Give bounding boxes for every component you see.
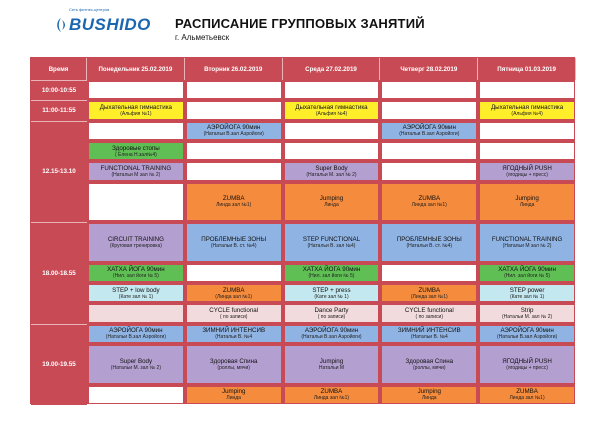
class-cell: CYCLE functional ( по записи): [186, 304, 282, 322]
class-cell: STEP FUNCTIONAL (Натальи В. зал №4): [284, 223, 380, 262]
page-title: РАСПИСАНИЕ ГРУППОВЫХ ЗАНЯТИЙ: [175, 16, 425, 31]
class-cell: Дыхательная гимнастика (Альфия №1): [88, 101, 184, 119]
header-friday: Пятница 01.03.2019: [478, 58, 576, 80]
header-tuesday: Вторник 26.02.2019: [185, 58, 283, 80]
class-cell: ZUMBA Линда зал №1): [381, 183, 477, 222]
class-cell: [381, 264, 477, 282]
time-slot: 10:00-10:55: [31, 80, 87, 100]
class-cell: [88, 122, 184, 140]
class-cell: STEP + press (Кате зал № 1): [284, 284, 380, 302]
class-cell: [88, 81, 184, 99]
class-cell: Dance Party ( по записи): [284, 304, 380, 322]
class-cell: АЭРОЙОГА 90мин (Натальи В.зал Аэройоги): [284, 325, 380, 343]
class-cell: Здоровая Спина (роллы, мячи): [186, 345, 282, 384]
class-cell: Здоровые стопы ( Елена Н.зал№4): [88, 142, 184, 160]
class-cell: Strip (Натальи М. зал № 2): [479, 304, 575, 322]
class-cell: ZUMBA Линда зал №1): [284, 386, 380, 404]
class-cell: [186, 142, 282, 160]
class-cell: FUNCTIONAL TRAINING (Натальи М зал № 2): [88, 162, 184, 180]
class-cell: [88, 183, 184, 222]
class-cell: Jumping Линда: [381, 386, 477, 404]
class-cell: [381, 142, 477, 160]
header-thursday: Четверг 28.02.2019: [380, 58, 478, 80]
time-slot: 19.00-19.55: [31, 324, 87, 405]
class-cell: [186, 264, 282, 282]
class-cell: ZUMBA (Линда зал №1): [381, 284, 477, 302]
brand-tagline: Сеть фитнес-центров: [69, 7, 110, 12]
class-cell: ПРОБЛЕМНЫЕ ЗОНЫ (Натальи В. ст. №4): [381, 223, 477, 262]
header-monday: Понедельник 25.02.2019: [87, 58, 185, 80]
class-cell: ЗИМНИЙ ИНТЕНСИВ (Натальи В. №4: [381, 325, 477, 343]
class-cell: [186, 81, 282, 99]
header-wednesday: Среда 27.02.2019: [283, 58, 381, 80]
time-slot: 18.00-18.55: [31, 222, 87, 324]
class-cell: [284, 122, 380, 140]
time-slot: 11:00-11:55: [31, 100, 87, 120]
class-cell: ХАТХА ЙОГА 90мин (Нил. зал йоги № 5): [88, 264, 184, 282]
page-subtitle: г. Альметьевск: [175, 33, 230, 42]
class-cell: АЭРОЙОГА 90мин (Натальи В.зал Аэройоги): [88, 325, 184, 343]
class-cell: [284, 81, 380, 99]
class-cell: STEP + low body (Кате зал № 1): [88, 284, 184, 302]
brand-logo: [52, 7, 162, 47]
class-cell: ПРОБЛЕМНЫЕ ЗОНЫ (Натальи В. ст. №4): [186, 223, 282, 262]
class-cell: Дыхательная гимнастика (Альфия №4): [479, 101, 575, 119]
class-cell: CIRCUIT TRAINING (Круговая тренировка): [88, 223, 184, 262]
class-cell: Jumping Линда: [479, 183, 575, 222]
class-cell: Super Body (Натальи М. зал № 2): [284, 162, 380, 180]
class-cell: [479, 122, 575, 140]
class-cell: [88, 386, 184, 404]
class-cell: АЭРОЙОГА 90мин (Натальи В.зал Аэройоги): [479, 325, 575, 343]
class-cell: Jumping Натальи М: [284, 345, 380, 384]
class-cell: [479, 142, 575, 160]
class-cell: ZUMBA Линда зал №1): [186, 183, 282, 222]
class-cell: Jumping Линда: [284, 183, 380, 222]
class-cell: [88, 304, 184, 322]
class-cell: STEP power (Кате зал № 1): [479, 284, 575, 302]
class-cell: ZUMBA Линда зал №1): [479, 386, 575, 404]
class-cell: [284, 142, 380, 160]
class-cell: [186, 101, 282, 119]
class-cell: [479, 81, 575, 99]
class-cell: [381, 101, 477, 119]
class-cell: Здоровая Спина (роллы, мячи): [381, 345, 477, 384]
class-cell: ХАТХА ЙОГА 90мин (Нил. зал йоги № 5): [479, 264, 575, 282]
class-cell: [381, 162, 477, 180]
class-cell: ЯГОДНЫЙ PUSH (ягодицы + пресс): [479, 345, 575, 384]
class-cell: ZUMBA (Линда зал №1): [186, 284, 282, 302]
class-cell: АЭРОЙОГА 90мин (Натальи В.зал Аэройоги): [381, 122, 477, 140]
bushido-emblem-icon: [54, 17, 68, 33]
brand-name: BUSHIDO: [69, 15, 151, 34]
time-slot: 12.15-13.10: [31, 121, 87, 223]
class-cell: ЯГОДНЫЙ PUSH (ягодицы + пресс): [479, 162, 575, 180]
class-cell: [381, 81, 477, 99]
class-cell: [186, 162, 282, 180]
class-cell: CYCLE functional ( по записи): [381, 304, 477, 322]
class-cell: ЗИМНИЙ ИНТЕНСИВ (Натальи В. №4: [186, 325, 282, 343]
class-cell: Дыхательная гимнастика (Альфия №4): [284, 101, 380, 119]
class-cell: АЭРОЙОГА 90мин (Натальи В.зал Аэройоги): [186, 122, 282, 140]
class-cell: Jumping Линда: [186, 386, 282, 404]
class-cell: FUNCTIONAL TRAINING (Натальи М зал № 2): [479, 223, 575, 262]
class-cell: ХАТХА ЙОГА 90мин (Нил. зал йоги № 5): [284, 264, 380, 282]
schedule-table: [30, 57, 575, 404]
header-time: Время: [31, 58, 87, 80]
class-cell: Super Body (Натальи М. зал № 2): [88, 345, 184, 384]
